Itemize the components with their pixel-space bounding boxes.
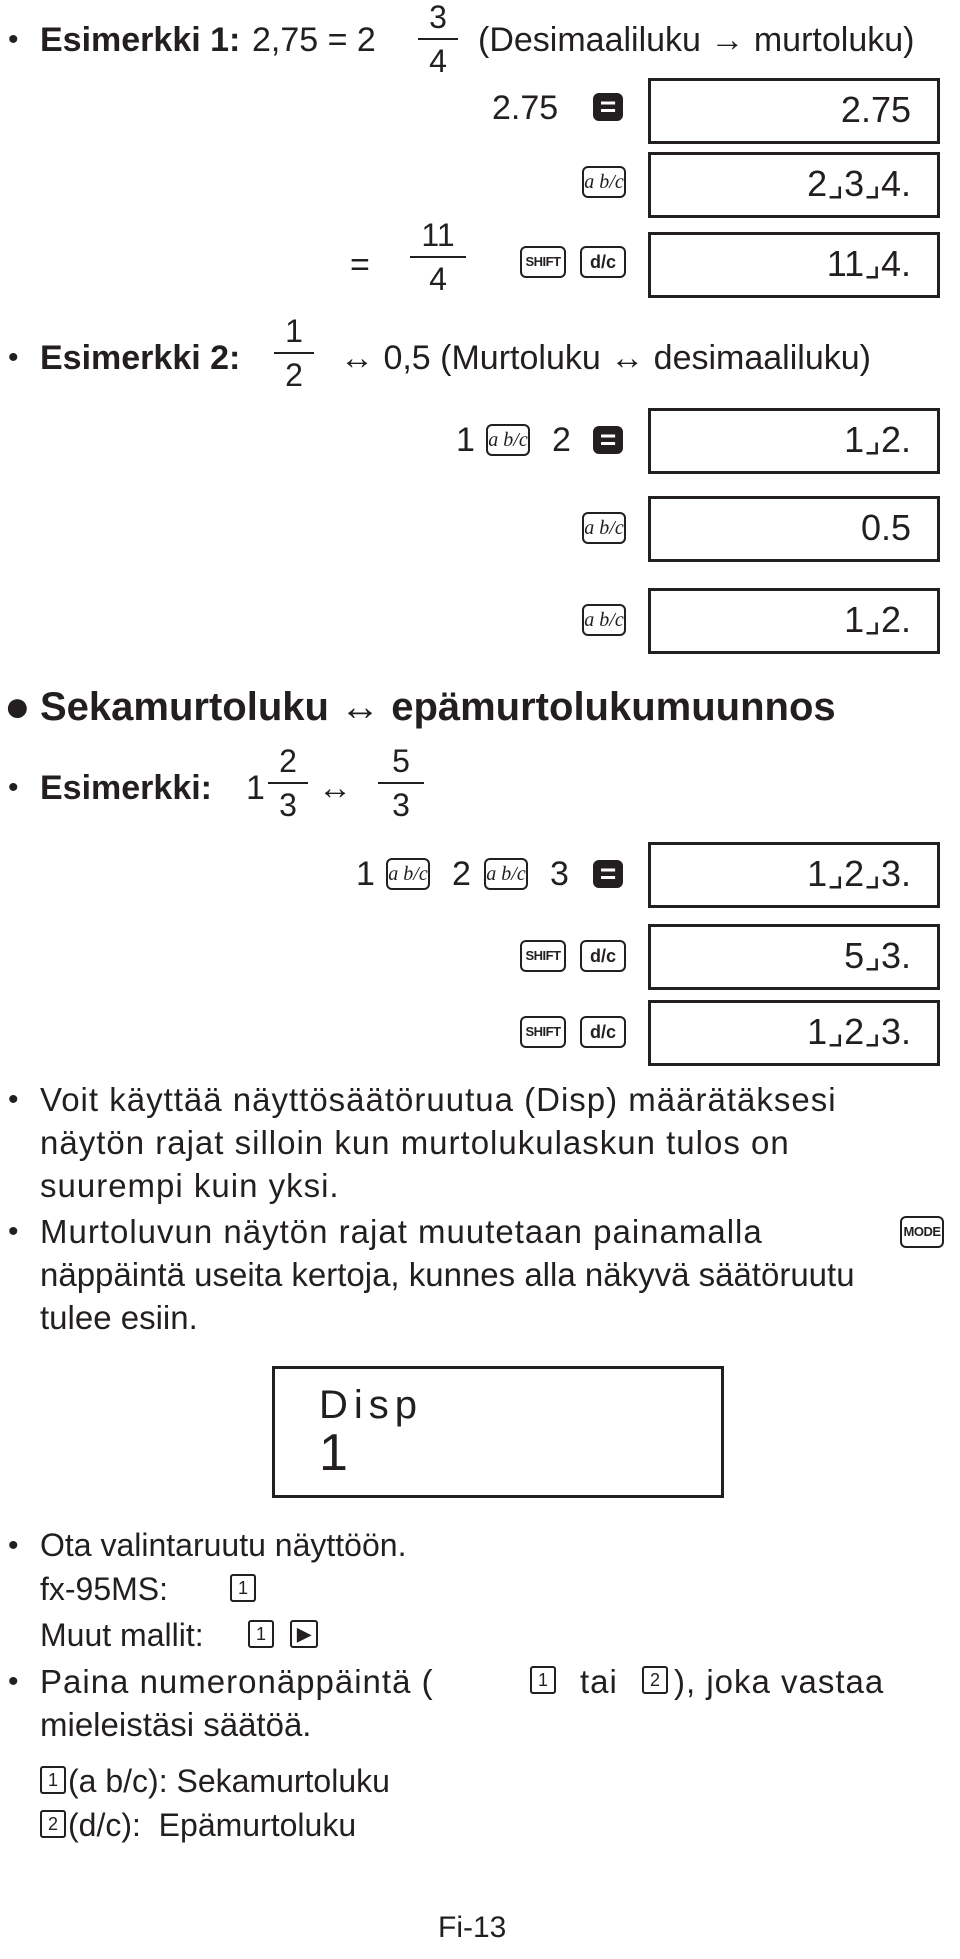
fraction-denominator: 3 bbox=[279, 787, 297, 823]
dc-key[interactable]: d/c bbox=[580, 246, 626, 278]
input-value: 2.75 bbox=[492, 89, 559, 127]
fraction-bar bbox=[418, 38, 458, 40]
equals-key[interactable]: = bbox=[593, 860, 623, 888]
fraction-key[interactable]: a b/c bbox=[582, 512, 626, 544]
input-value: 2 bbox=[552, 421, 571, 459]
bullet: • bbox=[8, 341, 19, 374]
equals-key[interactable]: = bbox=[593, 426, 623, 454]
fraction-numerator: 1 bbox=[285, 313, 303, 349]
fraction-denominator: 4 bbox=[429, 261, 447, 297]
bullet: • bbox=[8, 1665, 19, 1698]
bullet: • bbox=[8, 771, 19, 804]
display-value: 1⌟2⌟3. bbox=[807, 1011, 911, 1052]
fraction-bar bbox=[410, 256, 466, 258]
dc-key[interactable]: d/c bbox=[580, 940, 626, 972]
mode-key[interactable]: MODE bbox=[900, 1216, 944, 1248]
display-value: 1⌟2. bbox=[844, 599, 911, 640]
disp-setting-box bbox=[272, 1366, 724, 1498]
disp-label: Disp bbox=[319, 1383, 424, 1427]
paragraph-setting: mieleistäsi säätöä. bbox=[40, 1706, 312, 1743]
display-value: 5⌟3. bbox=[844, 935, 911, 976]
arrow: ↔ bbox=[318, 769, 352, 807]
lcd-display bbox=[648, 152, 940, 218]
lcd-display bbox=[648, 1000, 940, 1066]
equals-sign: = bbox=[350, 246, 370, 284]
dc-key[interactable]: d/c bbox=[580, 1016, 626, 1048]
fraction-key[interactable]: a b/c bbox=[582, 166, 626, 198]
section-bullet: ● bbox=[4, 682, 31, 731]
improper-fraction bbox=[410, 218, 466, 296]
display-value: 11⌟4. bbox=[826, 243, 911, 284]
example2-fraction bbox=[274, 314, 314, 392]
paragraph-disp-info: Voit käyttää näyttösäätöruutua (Disp) määrätäksesi näytön rajat silloin kun murtolukulaskun tulos on suurempi kuin yksi. bbox=[40, 1081, 837, 1204]
display-value: 0.5 bbox=[860, 507, 911, 548]
bullet: • bbox=[8, 1083, 19, 1116]
example1-value: 2,75 = 2 bbox=[252, 21, 376, 59]
mixed-fraction bbox=[268, 744, 308, 822]
input-value: 2 bbox=[452, 855, 471, 893]
fraction-key[interactable]: a b/c bbox=[386, 858, 430, 890]
fraction-denominator: 2 bbox=[285, 357, 303, 393]
bullet: • bbox=[8, 1529, 19, 1562]
disp-number: 1 bbox=[319, 1424, 348, 1482]
fraction-numerator: 2 bbox=[279, 743, 297, 779]
fraction-numerator: 5 bbox=[392, 743, 410, 779]
example1-label: Esimerkki 1: bbox=[40, 21, 241, 59]
right-arrow-key[interactable]: ▶ bbox=[290, 1620, 318, 1648]
improper-fraction bbox=[378, 744, 424, 822]
fraction-bar bbox=[274, 352, 314, 354]
lcd-display bbox=[648, 232, 940, 298]
example-label: Esimerkki: bbox=[40, 769, 212, 807]
option-improper: (d/c): Epämurtoluku bbox=[68, 1807, 357, 1843]
other-models-label: Muut mallit: bbox=[40, 1617, 204, 1653]
fraction-bar bbox=[268, 782, 308, 784]
fraction-key[interactable]: a b/c bbox=[486, 424, 530, 456]
example1-fraction bbox=[418, 0, 458, 78]
fraction-denominator: 4 bbox=[429, 43, 447, 79]
paragraph-select: Ota valintaruutu näyttöön. bbox=[40, 1527, 407, 1563]
fraction-denominator: 3 bbox=[392, 787, 410, 823]
one-key[interactable]: 1 bbox=[40, 1766, 66, 1794]
fraction-key[interactable]: a b/c bbox=[484, 858, 528, 890]
paragraph-mode-line: Murtoluvun näytön rajat muutetaan painamalla bbox=[40, 1213, 763, 1250]
paragraph-mode-cont: näppäintä useita kertoja, kunnes alla näkyvä säätöruutu tulee esiin. bbox=[40, 1256, 855, 1336]
fraction-numerator: 11 bbox=[421, 217, 455, 253]
fx95ms-label: fx-95MS: bbox=[40, 1571, 169, 1607]
lcd-display bbox=[648, 588, 940, 654]
two-key[interactable]: 2 bbox=[40, 1810, 66, 1838]
option-mixed: (a b/c): Sekamurtoluku bbox=[68, 1763, 390, 1799]
example1-note: (Desimaaliluku → murtoluku) bbox=[478, 21, 915, 59]
paragraph-press: Paina numeronäppäintä ( bbox=[40, 1663, 434, 1700]
shift-key[interactable]: SHIFT bbox=[520, 1016, 566, 1048]
whole-number: 1 bbox=[246, 769, 265, 807]
paragraph-matches: ), joka vastaa bbox=[674, 1663, 885, 1700]
shift-key[interactable]: SHIFT bbox=[520, 940, 566, 972]
display-value: 1⌟2. bbox=[844, 419, 911, 460]
fraction-numerator: 3 bbox=[429, 0, 447, 35]
bullet: • bbox=[8, 1215, 19, 1248]
lcd-display bbox=[648, 78, 940, 144]
lcd-display bbox=[648, 842, 940, 908]
display-value: 2⌟3⌟4. bbox=[807, 163, 911, 204]
lcd-display bbox=[648, 924, 940, 990]
example2-label: Esimerkki 2: bbox=[40, 339, 241, 377]
shift-key[interactable]: SHIFT bbox=[520, 246, 566, 278]
one-key[interactable]: 1 bbox=[248, 1620, 274, 1648]
input-value: 3 bbox=[550, 855, 569, 893]
example2-note: ↔ 0,5 (Murtoluku ↔ desimaaliluku) bbox=[340, 339, 871, 377]
bullet: • bbox=[8, 23, 19, 56]
display-value: 1⌟2⌟3. bbox=[807, 853, 911, 894]
paragraph-or: tai bbox=[580, 1663, 618, 1700]
two-key[interactable]: 2 bbox=[642, 1666, 668, 1694]
fraction-bar bbox=[378, 782, 424, 784]
fraction-key[interactable]: a b/c bbox=[582, 604, 626, 636]
input-value: 1 bbox=[456, 421, 475, 459]
input-value: 1 bbox=[356, 855, 375, 893]
lcd-display bbox=[648, 408, 940, 474]
equals-key[interactable]: = bbox=[593, 93, 623, 121]
page-number: Fi-13 bbox=[438, 1911, 507, 1944]
one-key[interactable]: 1 bbox=[530, 1666, 556, 1694]
display-value: 2.75 bbox=[840, 89, 911, 130]
section-heading: Sekamurtoluku ↔ epämurtolukumuunnos bbox=[40, 685, 836, 729]
one-key[interactable]: 1 bbox=[230, 1574, 256, 1602]
lcd-display bbox=[648, 496, 940, 562]
